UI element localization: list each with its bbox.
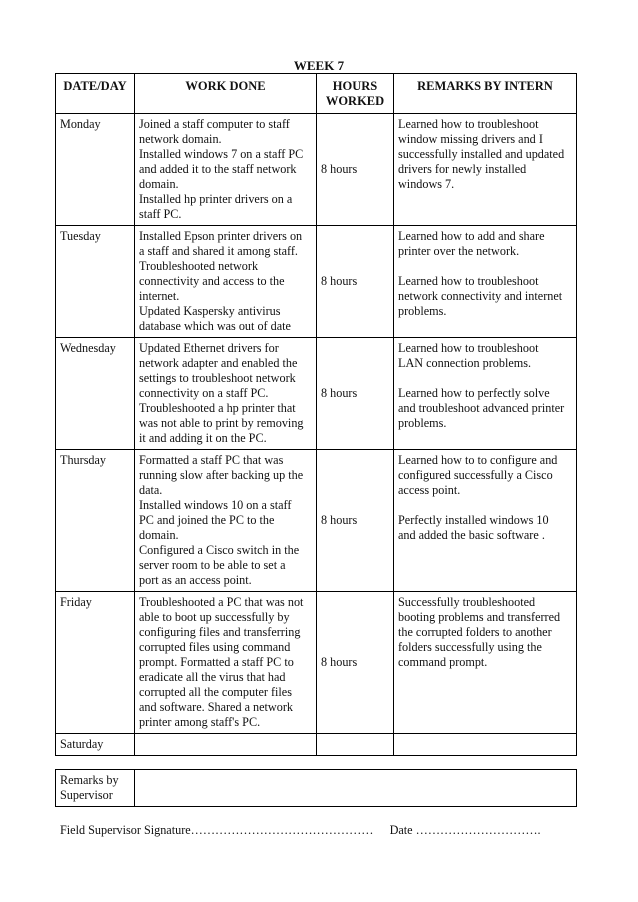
row-remarks-line: Learned how to troubleshoot [398,341,539,355]
row-day: Thursday [56,450,135,592]
row-remarks-line: Perfectly installed windows 10 [398,513,549,527]
row-remarks-line: Learned how to troubleshoot [398,274,539,288]
row-remarks-line: windows 7. [398,177,455,191]
row-remarks [394,338,577,450]
row-work-done-line: it and adding it on the PC. [139,431,267,445]
date-label: Date …………………………. [389,823,541,837]
row-work-done-line: corrupted all the computer files [139,685,292,699]
row-remarks-line: access point. [398,483,461,497]
row-work-done [135,226,317,338]
row-work-done-line: Troubleshooted a PC that was not [139,595,304,609]
row-work-done-line: domain. [139,177,179,191]
row-work-done-line: and added it to the staff network [139,162,297,176]
row-remarks-line: and troubleshoot advanced printer [398,401,565,415]
row-remarks-line: the corrupted folders to another [398,625,552,639]
column-header-hours: HOURS WORKED [317,74,394,114]
row-day: Wednesday [56,338,135,450]
row-remarks-line: command prompt. [398,655,488,669]
row-hours: 8 hours [317,226,394,338]
row-hours: 8 hours [317,450,394,592]
row-remarks [394,592,577,734]
row-work-done-line: PC and joined the PC to the [139,513,275,527]
row-work-done-line: corrupted files using command [139,640,291,654]
row-work-done-line: domain. [139,528,179,542]
page-title: WEEK 7 [293,58,345,73]
row-remarks [394,226,577,338]
row-day: Friday [56,592,135,734]
row-work-done-line: Troubleshooted a hp printer that [139,401,296,415]
row-remarks-line: problems. [398,416,447,430]
row-work-done-line: settings to troubleshoot network [139,371,296,385]
row-work-done [135,450,317,592]
row-remarks-line: folders successfully using the [398,640,542,654]
row-hours: 8 hours [317,114,394,226]
supervisor-remarks-row [56,770,577,807]
table-header-row [56,74,577,114]
row-work-done-line: printer among staff's PC. [139,715,261,729]
row-day: Monday [56,114,135,226]
column-header-work: WORK DONE [135,74,317,114]
table-row [56,114,577,226]
row-work-done-line: configuring files and transferring [139,625,301,639]
row-work-done-line: was not able to print by removing [139,416,304,430]
row-remarks-line: Learned how to to configure and [398,453,558,467]
supervisor-remarks-label: Remarks by Supervisor [56,770,135,807]
row-work-done-line: and software. Shared a network [139,700,293,714]
row-work-done-line: running slow after backing up the [139,468,304,482]
row-work-done-line: eradicate all the virus that had [139,670,286,684]
row-remarks-line: window missing drivers and I [398,132,543,146]
row-work-done-line: server room to be able to set a [139,558,286,572]
row-work-done-line: network domain. [139,132,222,146]
table-row [56,338,577,450]
row-remarks [394,734,577,756]
row-work-done-line: able to boot up successfully by [139,610,290,624]
row-work-done-line: data. [139,483,163,497]
row-remarks-line: Learned how to add and share [398,229,545,243]
row-remarks-line: Successfully troubleshooted [398,595,536,609]
supervisor-remarks-field[interactable] [135,770,577,807]
weekly-log-table [55,73,577,756]
row-remarks-line: Learned how to perfectly solve [398,386,550,400]
table-row [56,592,577,734]
row-work-done-line: prompt. Formatted a staff PC to [139,655,294,669]
row-remarks-line: problems. [398,304,447,318]
row-day: Saturday [56,734,135,756]
row-work-done-line: Installed hp printer drivers on a [139,192,293,206]
row-work-done-line: Joined a staff computer to staff [139,117,290,131]
row-remarks [394,114,577,226]
row-hours [317,734,394,756]
table-row [56,226,577,338]
row-work-done-line: Installed windows 7 on a staff PC [139,147,304,161]
row-remarks-line: network connectivity and internet [398,289,563,303]
row-remarks-line: booting problems and transferred [398,610,561,624]
row-remarks-line: successfully installed and updated [398,147,565,161]
row-work-done-line: Updated Ethernet drivers for [139,341,279,355]
table-row [56,734,577,756]
row-hours: 8 hours [317,592,394,734]
row-work-done-line: Formatted a staff PC that was [139,453,284,467]
row-work-done-line: Updated Kaspersky antivirus [139,304,281,318]
row-remarks-line: printer over the network. [398,244,520,258]
row-work-done-line: a staff and shared it among staff. [139,244,298,258]
row-work-done-line: internet. [139,289,180,303]
row-work-done-line: Configured a Cisco switch in the [139,543,300,557]
row-remarks-line: Learned how to troubleshoot [398,117,539,131]
row-work-done-line: Installed windows 10 on a staff [139,498,292,512]
signature-line [60,823,541,838]
supervisor-remarks-table [55,769,577,807]
row-work-done [135,338,317,450]
row-work-done [135,114,317,226]
row-remarks [394,450,577,592]
table-row [56,450,577,592]
row-work-done-line: Installed Epson printer drivers on [139,229,303,243]
row-remarks-line: configured successfully a Cisco [398,468,553,482]
row-work-done-line: network adapter and enabled the [139,356,298,370]
row-work-done-line: connectivity and access to the [139,274,285,288]
row-remarks-line: and added the basic software . [398,528,545,542]
row-work-done [135,734,317,756]
row-day: Tuesday [56,226,135,338]
row-work-done [135,592,317,734]
column-header-remarks: REMARKS BY INTERN [394,74,577,114]
row-work-done-line: Troubleshooted network [139,259,259,273]
row-work-done-line: port as an access point. [139,573,252,587]
row-hours: 8 hours [317,338,394,450]
row-work-done-line: database which was out of date [139,319,291,333]
row-remarks-line: drivers for newly installed [398,162,527,176]
row-work-done-line: connectivity on a staff PC. [139,386,269,400]
row-remarks-line: LAN connection problems. [398,356,532,370]
row-work-done-line: staff PC. [139,207,182,221]
signature-label: Field Supervisor Signature……………………………………… [60,823,374,837]
column-header-date: DATE/DAY [56,74,135,114]
